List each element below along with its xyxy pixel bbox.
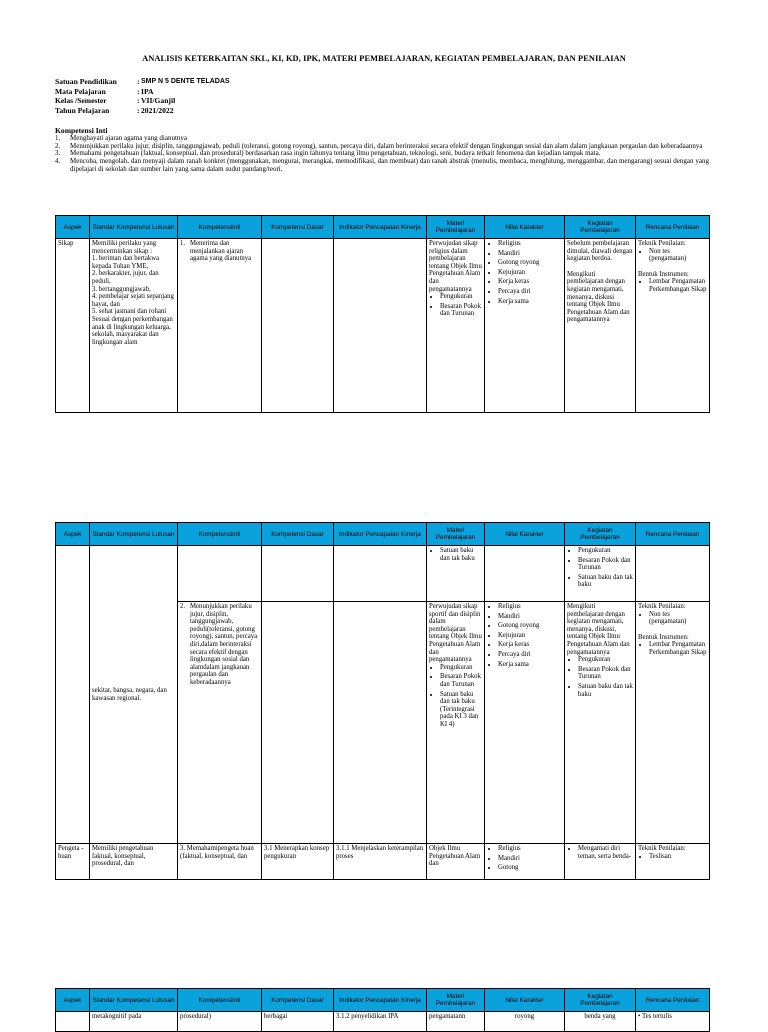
header-skl: Standar Kompetensi Lulusan bbox=[90, 216, 178, 239]
info-sep: : bbox=[137, 86, 140, 96]
nilai-item: • Kerja keras bbox=[498, 641, 562, 649]
info-value: VII/Ganjil bbox=[141, 96, 176, 105]
header-kegiatan: Kegiatan Pembelajaran bbox=[565, 989, 636, 1012]
kegiatan-list bbox=[567, 547, 633, 589]
skl-item: 4. pembelajar sejati sepanjang hayat, dan bbox=[92, 293, 174, 308]
header-kegiatan: Kegiatan Pembelajaran bbox=[565, 523, 636, 546]
nilai-item: • Kerja keras bbox=[498, 278, 562, 286]
cell-ipk bbox=[334, 1012, 427, 1032]
ki-number: 4. bbox=[55, 157, 61, 166]
rencana-instrument: Bentuk Instrumen: bbox=[638, 633, 689, 641]
kegiatan-item: • Satuan baku dan tak baku bbox=[578, 574, 633, 589]
header-aspek: Aspek bbox=[56, 216, 90, 239]
nilai-item: • Mandiri bbox=[498, 855, 562, 863]
nilai-item: • Mandiri bbox=[498, 613, 562, 621]
kegiatan-content bbox=[567, 845, 633, 860]
cell-ki bbox=[178, 239, 262, 413]
ipk-text: 3.1.1 Menjelaskan keterampilan proses bbox=[336, 845, 424, 860]
cell-nilai bbox=[485, 546, 565, 602]
header-kd: Kompetensi Dasar bbox=[262, 523, 334, 546]
cell-ki bbox=[178, 1012, 262, 1032]
materi-item: • Pengukuran bbox=[440, 293, 482, 301]
nilai-content bbox=[487, 845, 562, 872]
header-rencana: Rencana Penilaian bbox=[636, 523, 710, 546]
nilai-list bbox=[487, 603, 562, 668]
cell-nilai bbox=[485, 1012, 565, 1032]
ki-heading: Kompetensi Inti bbox=[55, 126, 108, 135]
nilai-item: • Mandiri bbox=[498, 250, 562, 258]
rencana-technique: Teknik Penilaian: bbox=[638, 603, 686, 610]
rencana-technique: Teknik Penilaian: bbox=[638, 240, 686, 247]
cell-rencana bbox=[636, 239, 710, 413]
cell-rencana bbox=[636, 602, 710, 844]
cell-kegiatan bbox=[565, 844, 636, 880]
nilai-item: • Percaya diri bbox=[498, 651, 562, 659]
cell-kegiatan bbox=[565, 239, 636, 413]
info-sep: : bbox=[137, 77, 140, 86]
nilai-item: • Religius bbox=[498, 603, 562, 611]
document-title: ANALISIS KETERKAITAN SKL, KI, KD, IPK, MATERI PEMBELAJARAN, KEGIATAN PEMBELAJARAN, DAN PENILAIAN bbox=[142, 54, 626, 63]
table-row bbox=[56, 239, 710, 413]
skl-item: 5. sehat jasmani dan rohani bbox=[92, 308, 167, 316]
rencana-instrument: Bentuk Instrumen: bbox=[638, 270, 689, 278]
table-row bbox=[56, 546, 710, 602]
materi-list bbox=[429, 664, 482, 729]
cell-kd bbox=[262, 546, 334, 602]
skl-text: Memiliki pengetahuan faktual, konseptual, prosedural, dan bbox=[92, 845, 154, 868]
rencana-technique-list bbox=[638, 611, 707, 626]
ki-entry-text: Menunjukkan perilaku jujur, disiplin, tanggungjawab, peduli(toleransi, gotong royong), santun, percaya diri,dalam berinteraksi secara efektif dengan lingkungan sosial dan alamdalam jangkauan pergaulan dan keberadaannya bbox=[190, 603, 258, 686]
info-row-class bbox=[55, 96, 230, 106]
header-kd: Kompetensi Dasar bbox=[262, 989, 334, 1012]
cell-ipk bbox=[334, 844, 427, 880]
header-nilai: Nilai Karakter bbox=[485, 523, 565, 546]
cell-skl bbox=[90, 844, 178, 880]
cell-kegiatan bbox=[565, 546, 636, 602]
cell-ki bbox=[178, 602, 262, 844]
header-ipk: Indikator Pencapaian Kinerja bbox=[334, 989, 427, 1012]
kegiatan-item: • Mengamati diri teman, serta benda- bbox=[578, 845, 633, 860]
rencana-text: • Tes tertulis bbox=[638, 1013, 672, 1020]
header-ki: Kompetensiinti bbox=[178, 989, 262, 1012]
kd-text: berbagai bbox=[264, 1013, 288, 1020]
cell-skl bbox=[90, 546, 178, 844]
header-skl: Standar Kompetensi Lulusan bbox=[90, 523, 178, 546]
kegiatan-item: • Pengukuran bbox=[578, 547, 633, 555]
nilai-text: royong bbox=[514, 1013, 535, 1020]
rencana-item: • Lembar Pengamatan Perkembangan Sikap bbox=[649, 641, 707, 656]
skl-text: sekitar, bangsa, negara, dan kawasan regional. bbox=[92, 686, 167, 702]
ki-text: 3. Memahamipengeta huan (faktual, konseptual, dan bbox=[180, 845, 254, 860]
aspek-text: Pengeta -huan bbox=[58, 845, 84, 860]
cell-ipk bbox=[334, 546, 427, 602]
cell-ipk bbox=[334, 602, 427, 844]
ki-number: 2. bbox=[55, 141, 61, 150]
ipk-text: 3.1.2 penyelidikan IPA bbox=[336, 1013, 399, 1020]
materi-list bbox=[429, 547, 482, 562]
nilai-item: • Religius bbox=[498, 240, 562, 248]
cell-skl bbox=[90, 1012, 178, 1032]
header-kd: Kompetensi Dasar bbox=[262, 216, 334, 239]
info-label: Mata Pelajaran bbox=[55, 86, 106, 96]
ki-entry-number: 1. bbox=[180, 240, 186, 247]
cell-kd bbox=[262, 844, 334, 880]
info-label: Tahun Pelajaran bbox=[55, 105, 110, 115]
cell-kd bbox=[262, 602, 334, 844]
cell-materi bbox=[427, 844, 485, 880]
materi-text: Perwujudan sikap sportif dan disiplin dalam pembelajaran tentang Objek Ilmu Pengetahuan Alam dan pengamatannya bbox=[429, 603, 482, 664]
cell-kegiatan bbox=[565, 602, 636, 844]
nilai-item: • Kejujuran bbox=[498, 632, 562, 640]
rencana-content bbox=[638, 845, 707, 860]
ki-list bbox=[55, 135, 709, 174]
materi-text: pengamatann bbox=[429, 1013, 466, 1020]
cell-materi bbox=[427, 546, 485, 602]
nilai-item: • Kerja sama bbox=[498, 661, 562, 669]
kegiatan-text: benda yang bbox=[584, 1013, 616, 1020]
nilai-list bbox=[487, 845, 562, 872]
kegiatan-text: Sebelum pembelajaran dimulai, diawali dengan kegiatan berdoa. bbox=[567, 240, 633, 263]
cell-rencana bbox=[636, 546, 710, 602]
header-aspek: Aspek bbox=[56, 989, 90, 1012]
ki-number: 1. bbox=[55, 134, 61, 142]
school-info bbox=[55, 77, 230, 115]
materi-item: • Satuan baku dan tak baku bbox=[440, 547, 482, 562]
cell-rencana bbox=[636, 1012, 710, 1032]
ki-entry bbox=[180, 240, 259, 263]
kegiatan-item: • Pengukuran bbox=[578, 656, 633, 664]
info-value: 2021/2022 bbox=[141, 105, 174, 115]
header-ki: Kompetensiinti bbox=[178, 523, 262, 546]
rencana-technique: Teknik Penilaian: bbox=[638, 845, 686, 852]
kegiatan-item: • Besaran Pokok dan Turunan bbox=[578, 557, 633, 572]
cell-materi bbox=[427, 602, 485, 844]
kegiatan-list bbox=[567, 656, 633, 698]
analysis-table-1 bbox=[55, 215, 710, 413]
rencana-item: • Non tes (pengamatan) bbox=[649, 611, 707, 626]
header-kegiatan: Kegiatan Pembelajaran bbox=[565, 216, 636, 239]
materi-item: • Satuan baku dan tak baku (Terintegrasi pada KI 3 dan KI 4) bbox=[440, 691, 482, 729]
ki-entry-text: Menerima dan menjalankan ajaran agama yang dianutnya bbox=[190, 240, 252, 263]
skl-item: 3. bertanggungjawab, bbox=[92, 285, 151, 293]
rencana-item: • Non tes (pengamatan) bbox=[649, 248, 707, 263]
header-materi: Materi Pembelajaran bbox=[427, 216, 485, 239]
kegiatan-content bbox=[567, 240, 633, 324]
nilai-item: • Percaya diri bbox=[498, 288, 562, 296]
nilai-item: • Gotong royong bbox=[498, 259, 562, 267]
materi-list bbox=[429, 293, 482, 318]
cell-aspek bbox=[56, 546, 90, 844]
cell-aspek bbox=[56, 844, 90, 880]
kegiatan-item: • Satuan baku dan tak baku bbox=[578, 683, 633, 698]
nilai-item: • Religius bbox=[498, 845, 562, 853]
cell-nilai bbox=[485, 239, 565, 413]
header-ipk: Indikator Pencapaian Kinerja bbox=[334, 523, 427, 546]
nilai-item: • Gotong royong bbox=[498, 622, 562, 630]
header-nilai: Nilai Karakter bbox=[485, 989, 565, 1012]
rencana-item: • Teslisan bbox=[649, 853, 707, 861]
skl-item: 2. berkarakter, jujur, dan peduli, bbox=[92, 270, 159, 285]
table-header-row bbox=[56, 989, 710, 1012]
cell-ki bbox=[178, 546, 262, 602]
materi-text: Objek Ilmu Pengetahuan Alam dan bbox=[429, 845, 481, 868]
table-header-row bbox=[56, 216, 710, 239]
info-label: Kelas /Semester bbox=[55, 96, 107, 105]
cell-ki bbox=[178, 844, 262, 880]
cell-ipk bbox=[334, 239, 427, 413]
cell-kd bbox=[262, 239, 334, 413]
info-value: SMP N 5 DENTE TELADAS bbox=[141, 78, 230, 85]
header-ipk: Indikator Pencapaian Kinerja bbox=[334, 216, 427, 239]
nilai-list bbox=[487, 240, 562, 305]
cell-nilai bbox=[485, 602, 565, 844]
info-label: Satuan Pendidikan bbox=[55, 77, 117, 86]
table-row bbox=[56, 844, 710, 880]
ki-text: Menunjukkan perilaku jujur, disiplin, tanggungjawab, peduli (toleransi, gotong royong), santun, percaya diri, dalam berinteraksi secara efektif dengan lingkungan sosial dan alam dalam jangkauan pergaulan dan keberadaannya bbox=[70, 141, 703, 150]
header-ki: Kompetensiinti bbox=[178, 216, 262, 239]
rencana-instrument-list bbox=[638, 278, 707, 293]
header-nilai: Nilai Karakter bbox=[485, 216, 565, 239]
table-header-row bbox=[56, 523, 710, 546]
spacer bbox=[567, 263, 633, 271]
cell-kd bbox=[262, 1012, 334, 1032]
info-row-year bbox=[55, 106, 230, 116]
materi-text: Perwujudan sikap religius dalam pembelajaran tentang Objek Ilmu Pengetahuan Alam dan pengamatannya bbox=[429, 240, 482, 293]
analysis-table-3 bbox=[55, 988, 710, 1032]
kegiatan-text: Mengikuti pembelajaran dengan kegiatan mengamati, menanya, diskusi, tentang Objek Ilmu Pengetahuan Alam dan pengamatannya bbox=[567, 603, 630, 656]
skl-intro: Memiliki perilaku yang mencerminkan sikap : bbox=[92, 240, 157, 255]
cell-materi bbox=[427, 239, 485, 413]
cell-aspek bbox=[56, 1012, 90, 1032]
analysis-table-2 bbox=[55, 522, 710, 880]
cell-kegiatan bbox=[565, 1012, 636, 1032]
rencana-item: • Lembar Pengamatan Perkembangan Sikap bbox=[649, 278, 707, 293]
rencana-instrument-list bbox=[638, 641, 707, 656]
info-sep: : bbox=[137, 96, 140, 105]
table-row bbox=[56, 1012, 710, 1032]
cell-skl bbox=[90, 239, 178, 413]
header-aspek: Aspek bbox=[56, 523, 90, 546]
kegiatan-list bbox=[567, 845, 633, 860]
skl-outro: Sesuai dengan perkembangan anak di lingkungan keluarga, sekolah, masyarakat dan lingkungan alam bbox=[92, 315, 173, 346]
info-row-subject bbox=[55, 87, 230, 97]
ki-entry bbox=[180, 603, 259, 687]
materi-item: • Besaran Pokok dan Turunan bbox=[440, 673, 482, 688]
header-materi: Materi Pembelajaran bbox=[427, 523, 485, 546]
ki-item bbox=[55, 158, 709, 173]
cell-aspek bbox=[56, 239, 90, 413]
rencana-technique-list bbox=[638, 248, 707, 263]
info-sep: : bbox=[137, 105, 140, 115]
ki-text: Memahami pengetahuan (faktual, konseptual, dan prosedural) berdasarkan rasa ingin tahunya tentang ilmu pengetahuan, teknologi, seni, budaya terkait fenomena dan kejadian tampak mata. bbox=[70, 149, 601, 158]
cell-rencana bbox=[636, 844, 710, 880]
skl-content bbox=[92, 240, 175, 346]
skl-text: metakognitif pada bbox=[92, 1013, 142, 1020]
header-materi: Materi Pembelajaran bbox=[427, 989, 485, 1012]
kegiatan-item: • Besaran Pokok dan Turunan bbox=[578, 666, 633, 681]
ki-text: prosedural) bbox=[180, 1013, 211, 1020]
ki-text: Menghayati ajaran agama yang dianutnya bbox=[70, 134, 188, 142]
skl-item: 1. beriman dan bertakwa kepada Tuhan YME, bbox=[92, 255, 160, 270]
nilai-item: • Gotong bbox=[498, 864, 562, 872]
nilai-item: • Kejujuran bbox=[498, 269, 562, 277]
cell-nilai bbox=[485, 844, 565, 880]
info-row-school bbox=[55, 77, 230, 87]
header-rencana: Rencana Penilaian bbox=[636, 216, 710, 239]
cell-materi bbox=[427, 1012, 485, 1032]
ki-text: Mencoba, mengolah, dan menyaji dalam ranah konkret (menggunakan, mengurai, merangkai, memodifikasi, dan membuat) dan ranah abstrak (menulis, membaca, menghitung, menggambar, dan mengarang) sesuai dengan yang dipelajari di sekolah dan sumber lain yang sama dalam sudut pandang/teori. bbox=[70, 157, 709, 173]
header-skl: Standar Kompetensi Lulusan bbox=[90, 989, 178, 1012]
aspek-text: Sikap bbox=[58, 240, 74, 247]
materi-item: • Pengukuran bbox=[440, 664, 482, 672]
info-value: IPA bbox=[141, 86, 154, 96]
kd-text: 3.1 Menerapkan konsep pengukuran bbox=[264, 845, 330, 860]
ki-entry-number: 2. bbox=[180, 603, 186, 610]
ki-number: 3. bbox=[55, 149, 61, 158]
kegiatan-text-2: Mengikuti pembelajaran dengan kegiatan mengamati, menanya, diskusi tentang Objek Ilmu Pengetahuan Alam dan pengamatannya bbox=[567, 270, 630, 324]
header-rencana: Rencana Penilaian bbox=[636, 989, 710, 1012]
materi-item: • Besaran Pokok dan Turunan bbox=[440, 303, 482, 318]
rencana-technique-list bbox=[638, 853, 707, 861]
materi-content bbox=[429, 240, 482, 318]
nilai-item: • Kerja sama bbox=[498, 298, 562, 306]
